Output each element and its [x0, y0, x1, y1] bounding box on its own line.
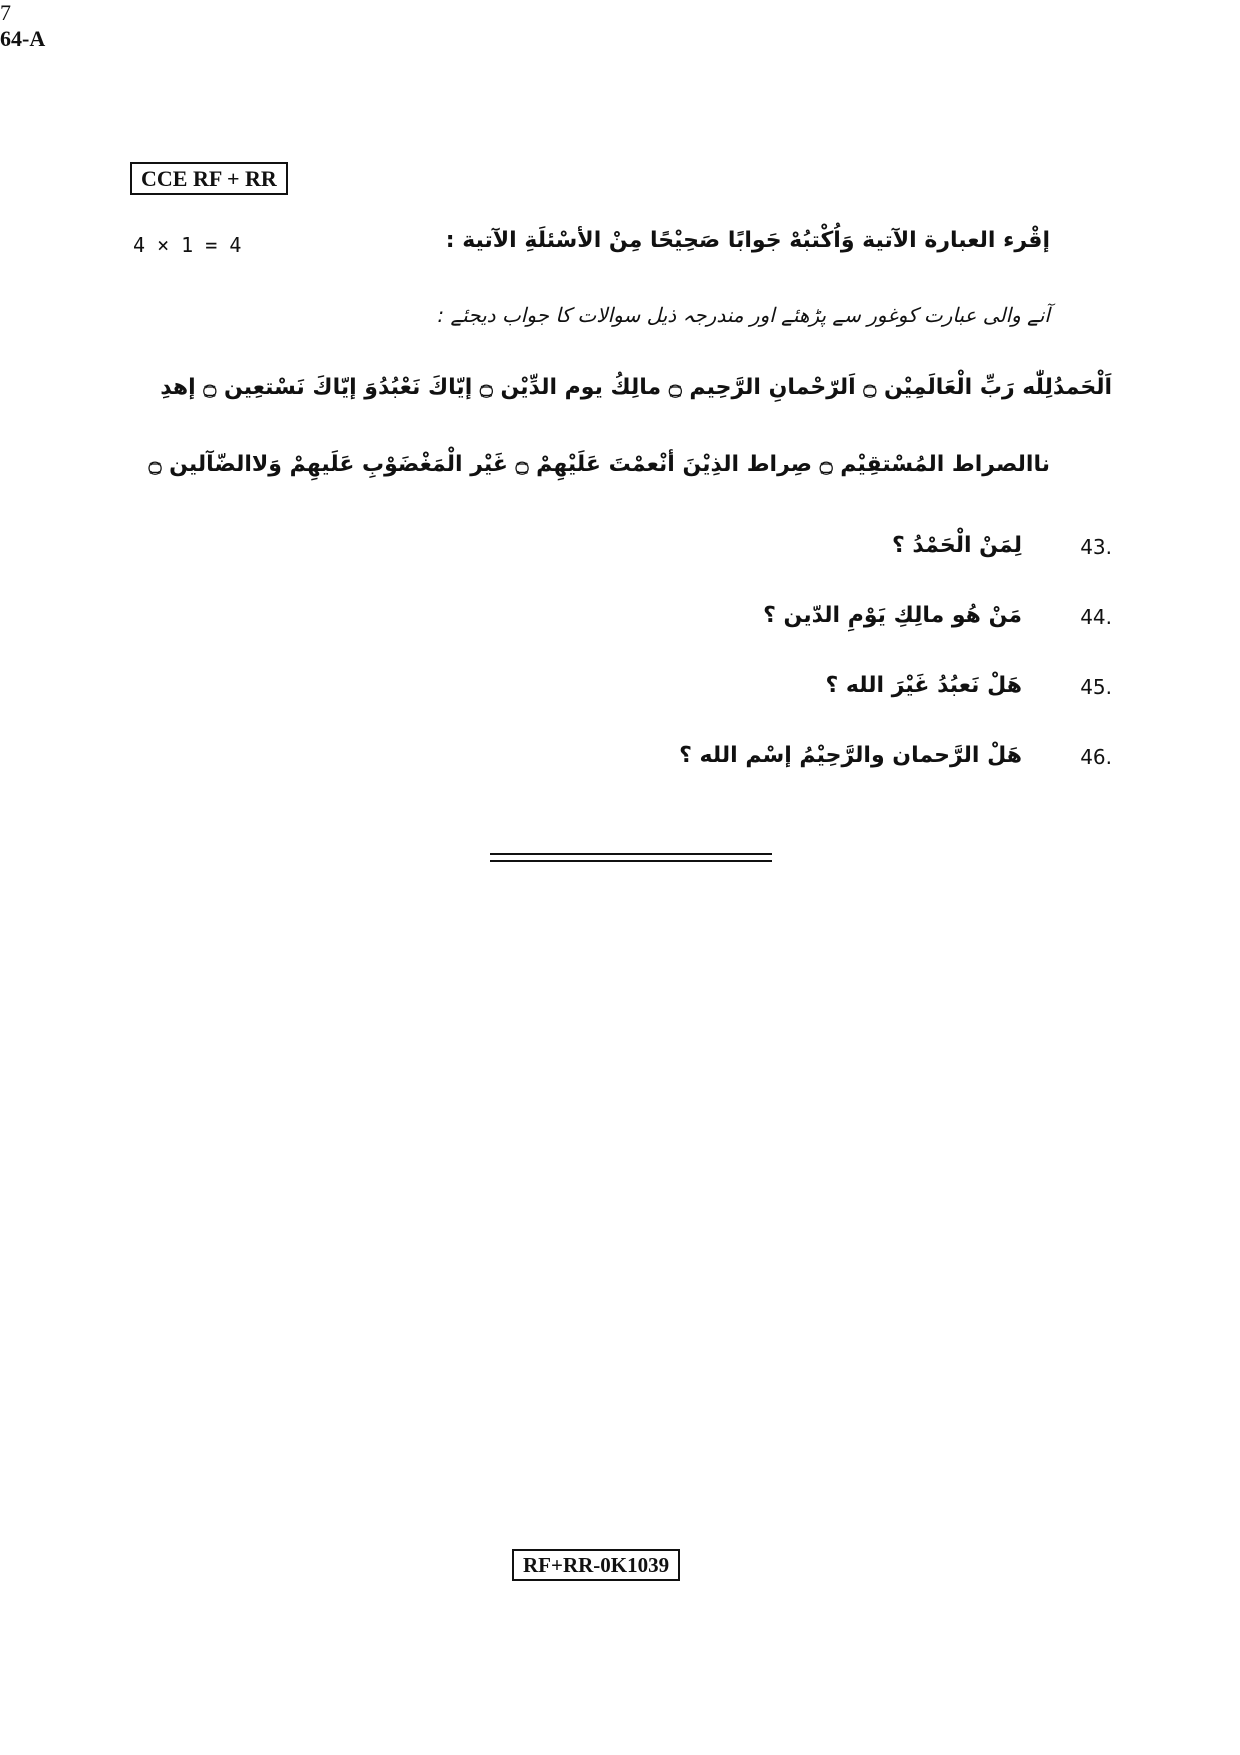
page-number: 7	[0, 0, 11, 25]
footer-code-box: RF+RR-0K1039	[512, 1549, 680, 1581]
instruction-urdu: آنے والی عبارت کوغور سے پڑھئے اور مندرجہ ذیل سوالات کا جواب دیجئے :	[437, 303, 1050, 327]
passage-line-1: اَلْحَمدُلِلّٰه رَبِّ الْعَالَمِيْن ۝ اَلرّحْمانِ الرَّحِيم ۝ مالِكُ يوم الدِّيْن ۝ إيّاكَ نَعْبُدُوَ إيّاكَ نَسْتعِين ۝ إهدِ	[160, 375, 1112, 400]
question-text: هَلْ نَعبُدُ غَيْرَ الله ؟	[825, 673, 1022, 698]
question-text: هَلْ الرَّحمان والرَّحِيْمُ إسْم الله ؟	[679, 743, 1022, 768]
question-text: مَنْ هُو مالِكِ يَوْمِ الدّين ؟	[763, 603, 1022, 628]
question-number: 45.	[1080, 675, 1112, 699]
question-45	[412, 673, 1112, 709]
passage-line-2: ناالصراط المُسْتقِيْم ۝ صِراط الذِيْنَ أنْعمْتَ عَلَيْهِمْ ۝ غَيْر الْمَغْضَوْبِ عَلَيهِمْ وَلاالضّآلين ۝	[148, 452, 1050, 477]
end-of-section-divider	[490, 853, 772, 862]
question-46	[412, 743, 1112, 779]
marks-allocation: 4 × 1 = 4	[133, 233, 242, 257]
question-number: 46.	[1080, 745, 1112, 769]
question-number: 43.	[1080, 535, 1112, 559]
series-code-box: CCE RF + RR	[130, 162, 288, 195]
question-text: لِمَنْ الْحَمْدُ ؟	[891, 533, 1022, 558]
question-number: 44.	[1080, 605, 1112, 629]
instruction-arabic: إقْرء العبارة الآتية وَاُكْتبُهْ جَوابًا صَحِيْحًا مِنْ الأسْئلَةِ الآتية :	[445, 228, 1050, 253]
question-44	[412, 603, 1112, 639]
question-43	[412, 533, 1112, 569]
paper-code: 64-A	[0, 26, 46, 51]
